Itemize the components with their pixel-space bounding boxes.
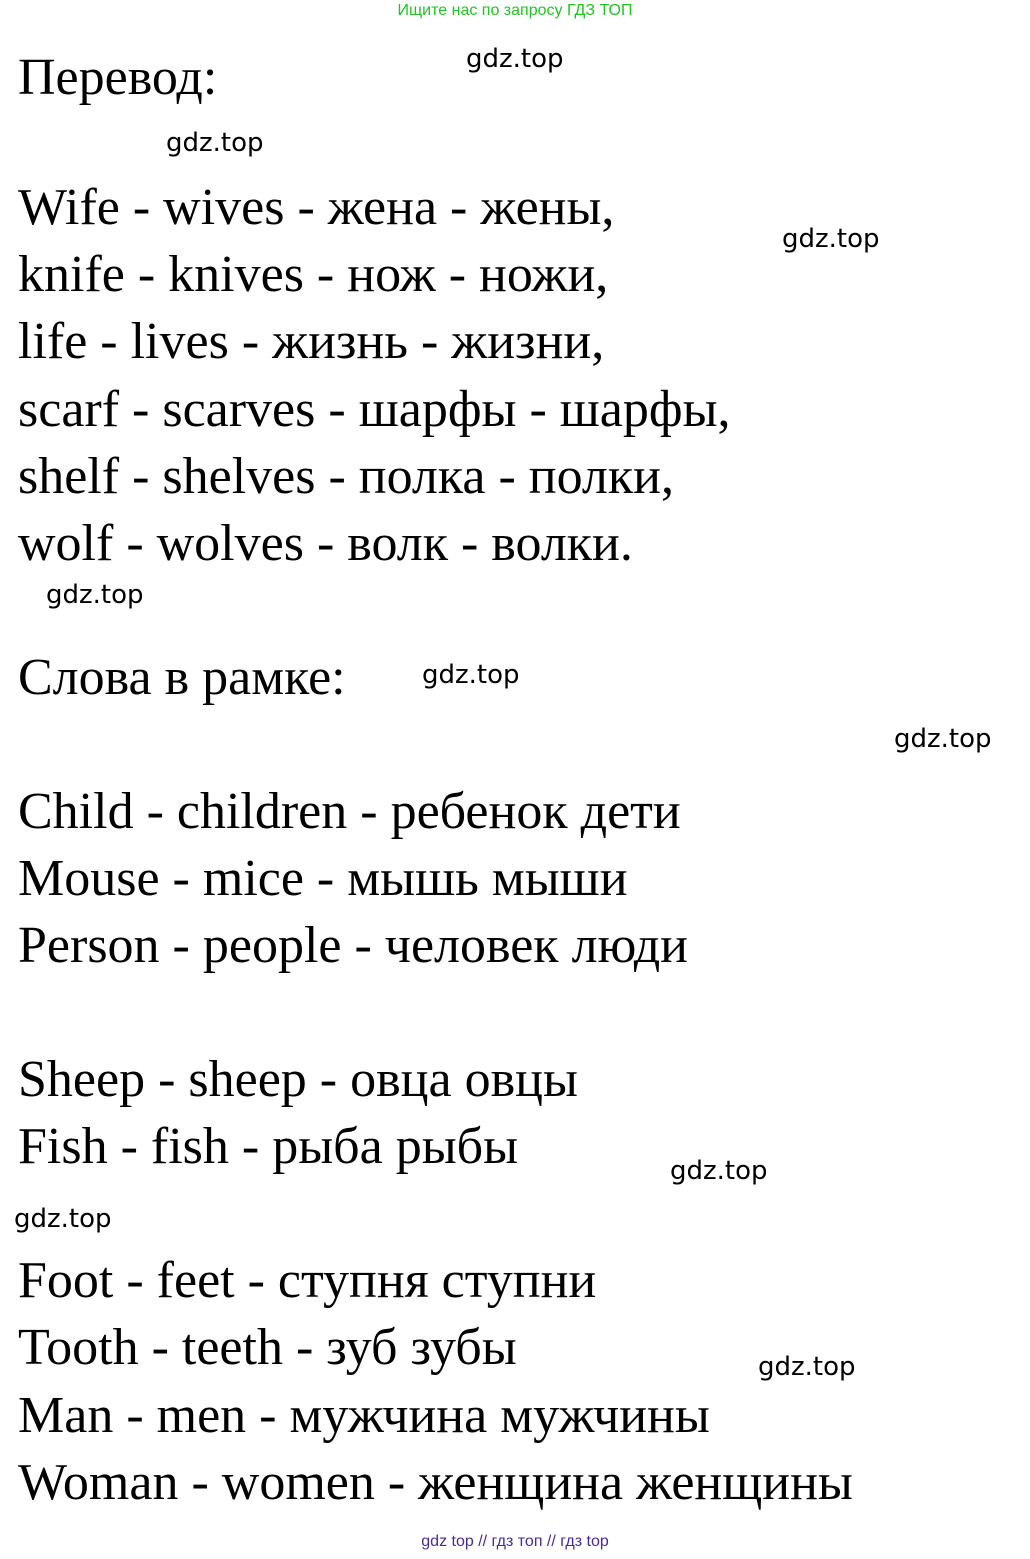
box-word-line: Child - children - ребенок дети — [18, 783, 681, 840]
watermark: gdz.top — [894, 724, 992, 754]
box-words-heading: Слова в рамке: — [18, 649, 346, 706]
watermark: gdz.top — [422, 660, 520, 690]
translation-line: shelf - shelves - полка - полки, — [18, 448, 674, 505]
translation-heading: Перевод: — [18, 49, 218, 106]
watermark: gdz.top — [758, 1352, 856, 1382]
box-word-line: Foot - feet - ступня ступни — [18, 1252, 597, 1309]
box-word-line: Person - people - человек люди — [18, 917, 689, 974]
box-word-line: Fish - fish - рыба рыбы — [18, 1118, 519, 1175]
watermark: gdz.top — [166, 128, 264, 158]
translation-line: knife - knives - нож - ножи, — [18, 246, 609, 303]
translation-line: scarf - scarves - шарфы - шарфы, — [18, 381, 731, 438]
translation-line: life - lives - жизнь - жизни, — [18, 313, 605, 370]
watermark: gdz.top — [670, 1156, 768, 1186]
translation-line: wolf - wolves - волк - волки. — [18, 515, 633, 572]
watermark: gdz.top — [14, 1204, 112, 1234]
box-word-line: Tooth - teeth - зуб зубы — [18, 1319, 517, 1376]
box-word-line: Man - men - мужчина мужчины — [18, 1387, 710, 1444]
footer-links: gdz top // гдз топ // гдз top — [421, 1533, 609, 1550]
watermark: gdz.top — [46, 580, 144, 610]
box-word-line: Mouse - mice - мышь мыши — [18, 850, 628, 907]
top-banner: Ищите нас по запросу ГДЗ ТОП — [397, 2, 633, 19]
translation-line: Wife - wives - жена - жены, — [18, 179, 615, 236]
watermark: gdz.top — [466, 44, 564, 74]
watermark: gdz.top — [782, 224, 880, 254]
box-word-line: Sheep - sheep - овца овцы — [18, 1051, 578, 1108]
box-word-line: Woman - women - женщина женщины — [18, 1454, 853, 1511]
